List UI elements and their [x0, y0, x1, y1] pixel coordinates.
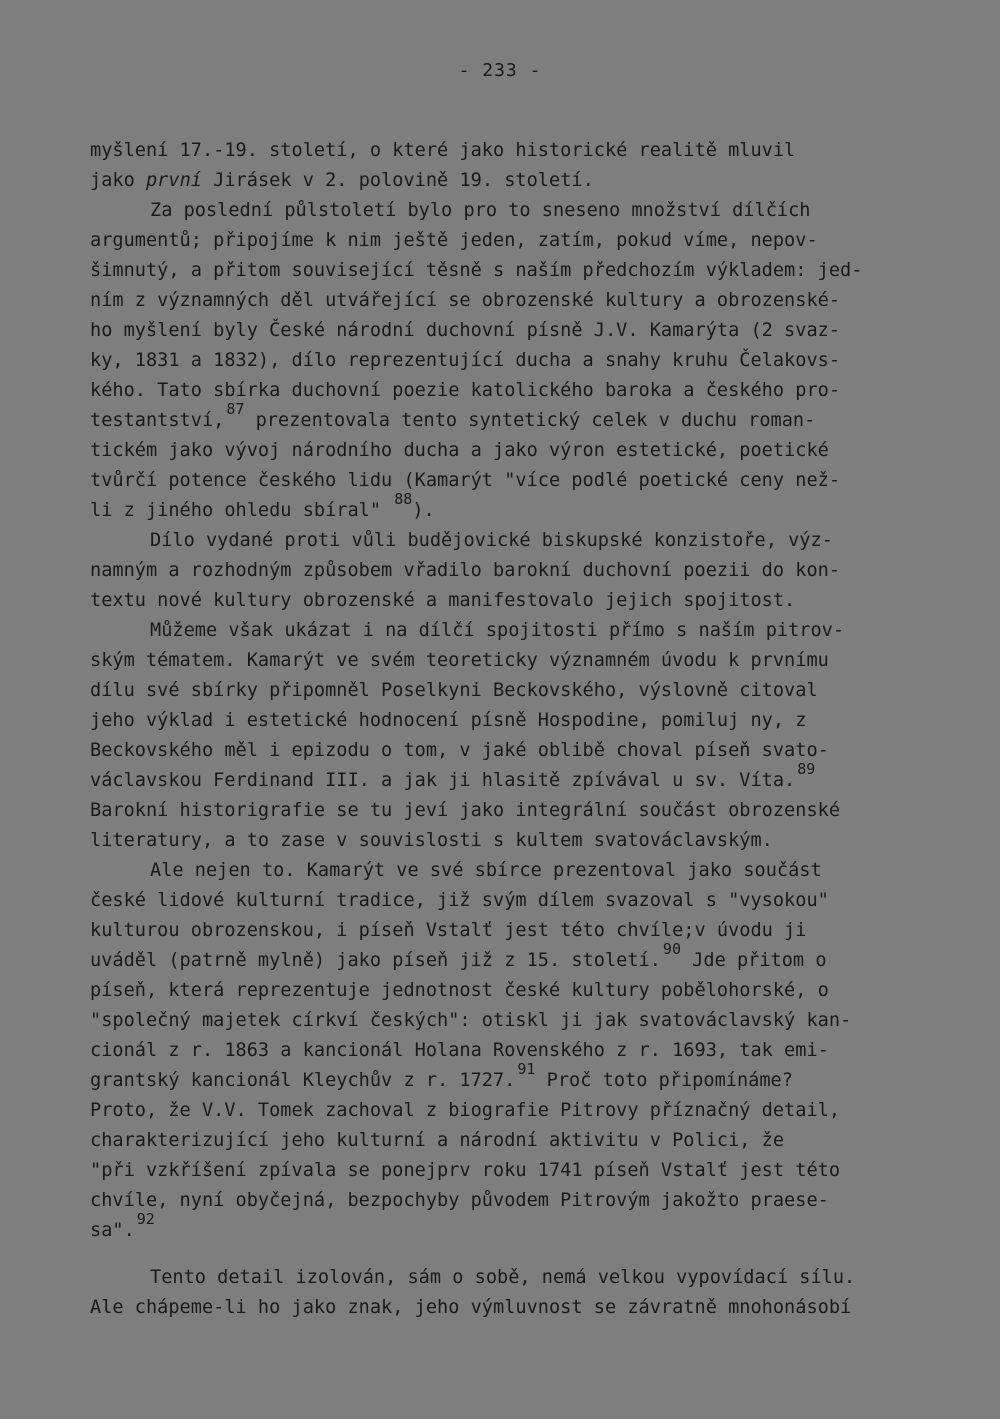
text-line-15: namným a rozhodným způsobem vřadilo barokní duchovní poezii do kon-	[90, 560, 841, 581]
text-line-31: cionál z r. 1863 a kancionál Holana Rovenského z r. 1693, tak emi-	[90, 1040, 829, 1061]
text-line-17: Můžeme však ukázat i na dílčí spojitosti přímo s naším pitrov-	[150, 620, 845, 641]
footnote-ref: 88	[394, 490, 413, 508]
text-line-9: kého. Tato sbírka duchovní poezie katolického baroka a českého pro-	[90, 380, 841, 401]
text-line-20: jeho výklad i estetické hodnocení písně Hospodine, pomiluj ny, z	[90, 710, 807, 731]
italic-word: první	[145, 170, 202, 191]
text-line-29: píseň, která reprezentuje jednotnost české kultury pobělohorské, o	[90, 980, 829, 1001]
text-line-32: grantský kancionál Kleychův z r. 1727.91 Proč toto připomínáme?	[90, 1060, 793, 1091]
text-line-27: kulturou obrozenskou, i píseň Vstalť jest této chvíle;v úvodu ji	[90, 920, 807, 941]
text-line-36: chvíle, nyní obyčejná, bezpochyby původem Pitrovým jakožto praese-	[90, 1190, 829, 1211]
text-line-6: ním z významných děl utvářející se obrozenské kultury a obrozenské-	[90, 290, 841, 311]
text-line-33: Proto, že V.V. Tomek zachoval z biografie Pitrovy příznačný detail,	[90, 1100, 841, 1121]
text-line-26: české lidové kulturní tradice, již svým dílem svazoval s "vysokou"	[90, 890, 829, 911]
text-line-16: textu nové kultury obrozenské a manifestovalo jejich spojitost.	[90, 590, 796, 611]
text-line-3: Za poslední půlstoletí bylo pro to sneseno množství dílčích	[150, 200, 811, 221]
text-line-30: "společný majetek církví českých": otiskl ji jak svatováclavský kan-	[90, 1010, 852, 1031]
text-line-39: Ale chápeme-li ho jako znak, jeho výmluvnost se závratně mnohonásobí	[90, 1297, 852, 1318]
text-line-24: literatury, a to zase v souvislosti s kultem svatováclavským.	[90, 830, 773, 851]
page-number: - 233 -	[458, 60, 542, 81]
text-line-14: Dílo vydané proti vůli budějovické biskupské konzistoře, výz-	[150, 530, 833, 551]
text-line-28: uváděl (patrně mylně) jako píseň již z 15. století.$^{90}$ Jde přitom o	[90, 940, 827, 971]
text-line-18: ským tématem. Kamarýt ve svém teoreticky významném úvodu k prvnímu	[90, 650, 829, 671]
footnote-ref: 91	[517, 1060, 536, 1078]
text-line-38: Tento detail izolován, sám o sobě, nemá velkou vypovídací sílu.	[150, 1267, 856, 1288]
body-text	[90, 136, 920, 1323]
text-line-34: charakterizující jeho kulturní a národní aktivitu v Polici, že	[90, 1130, 785, 1151]
text-line-25: Ale nejen to. Kamarýt ve své sbírce prezentoval jako součást	[150, 860, 822, 881]
text-line-7: ho myšlení byly České národní duchovní písně J.V. Kamarýta (2 svaz-	[90, 320, 841, 341]
text-line-22: václavskou Ferdinand III. a jak ji hlasitě zpívával u sv. Víta.$^{89}$	[90, 760, 816, 791]
text-line-13: li z jiného ohledu sbíral" $^{88}$).	[90, 490, 435, 521]
text-line-4: argumentů; připojíme k nim ještě jeden, zatím, pokud víme, nepov-	[90, 230, 818, 251]
footnote-ref: 87	[226, 400, 245, 418]
text-line-5: šimnutý, a přitom související těsně s naším předchozím výkladem: jed-	[90, 260, 863, 281]
text-line-35: "při vzkříšení zpívala se ponejprv roku 1741 píseň Vstalť jest této	[90, 1160, 841, 1181]
footnote-ref: 92	[136, 1210, 155, 1228]
footnote-ref: 89	[797, 760, 816, 778]
text-line-11: tickém jako vývoj národního ducha a jako výron estetické, poetické	[90, 440, 829, 461]
text-line-1: myšlení 17.-19. století, o které jako historické realitě mluvil	[90, 140, 796, 161]
footnote-ref: 90	[662, 940, 681, 958]
text-line-2: jako první Jirásek v 2. polovině 19. století.	[90, 170, 594, 191]
text-line-8: ky, 1831 a 1832), dílo reprezentující ducha a snahy kruhu Čelakovs-	[90, 350, 841, 371]
text-line-23: Barokní historigrafie se tu jeví jako integrální součást obrozenské	[90, 800, 841, 821]
text-line-37: sa".$^{92}$	[90, 1210, 155, 1241]
text-line-19: dílu své sbírky připomněl Poselkyni Beckovského, výslovně citoval	[90, 680, 818, 701]
text-line-21: Beckovského měl i epizodu o tom, v jaké oblibě choval píseň svato-	[90, 740, 829, 761]
text-line-10: testantství,$^{87}$ prezentovala tento syntetický celek v duchu roman-	[90, 400, 816, 431]
text-line-12: tvůrčí potence českého lidu (Kamarýt "více podlé poetické ceny než-	[90, 470, 841, 491]
